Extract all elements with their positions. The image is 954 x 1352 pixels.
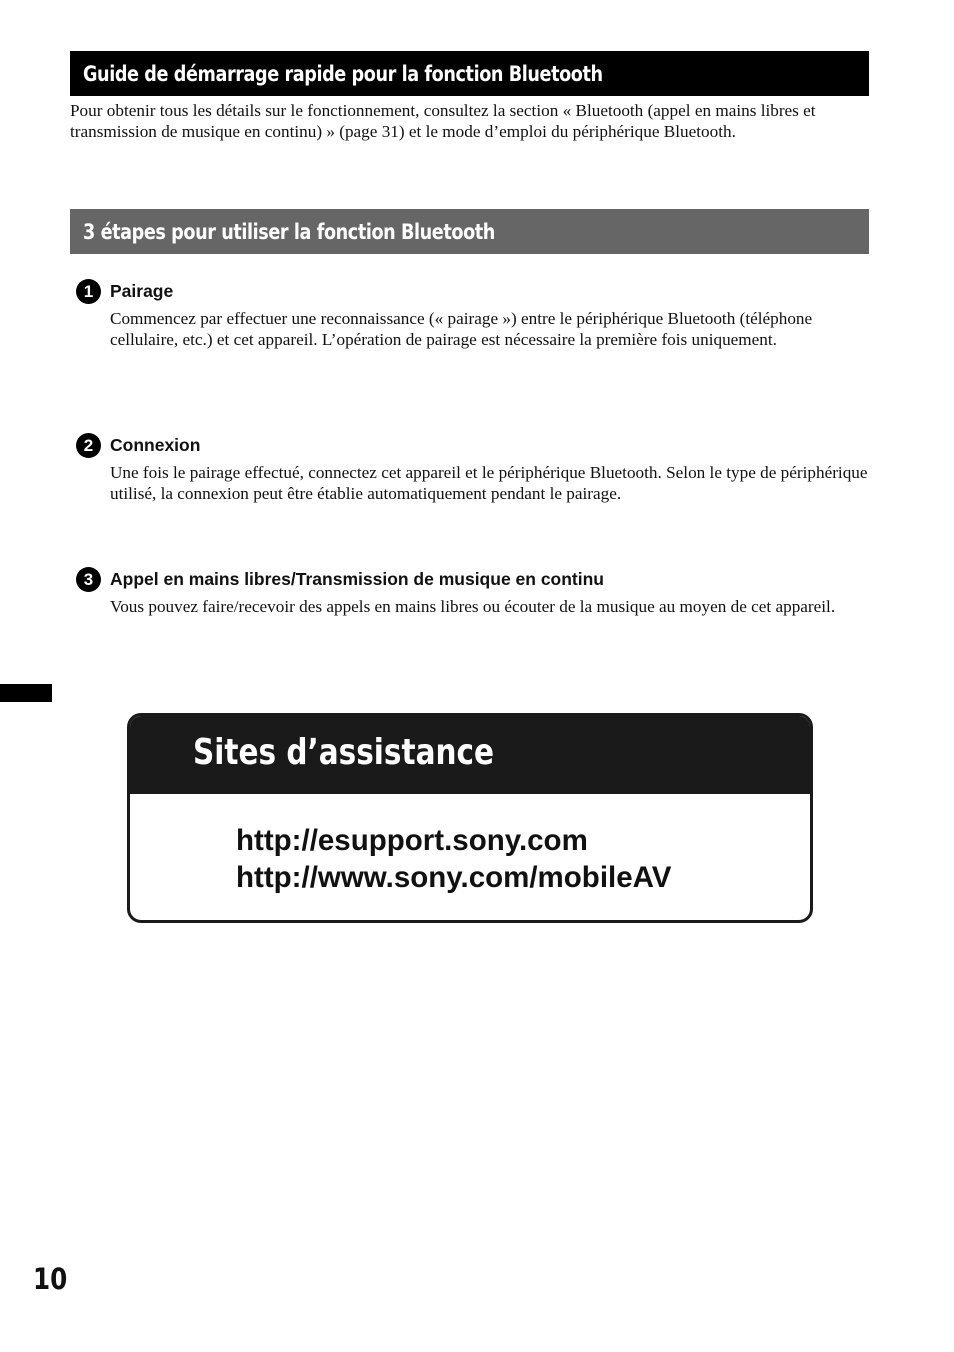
support-sites-box [127,713,813,923]
step-body: Une fois le pairage effectué, connectez cet appareil et le périphérique Bluetooth. Selon le type de périphérique utilisé, la connexion peut être établie automatiquement pendant le pairage. [110,463,868,503]
page-number: 10 [33,1262,68,1296]
step-title: Connexion [110,435,201,455]
support-sites-header [130,716,810,794]
section-guide-intro: Pour obtenir tous les détails sur le fonctionnement, consultez la section « Bluetooth (appel en mains libres et transmission de musique en continu) » (page 31) et le mode d’emploi du périphérique Bluetooth. [70,101,816,141]
section-guide-header [70,51,869,96]
step-title: Appel en mains libres/Transmission de musique en continu [110,569,604,589]
support-link-mobileav[interactable]: http://www.sony.com/mobileAV [236,861,672,894]
step-number-badge: 3 [76,567,101,592]
step-number-badge: 1 [76,279,101,304]
section-thumb-tab [0,684,52,702]
support-sites-title: Sites d’assistance [193,732,495,773]
support-link-esupport[interactable]: http://esupport.sony.com [236,824,588,857]
section-steps-title: 3 étapes pour utiliser la fonction Bluetooth [83,219,495,244]
step-body: Commencez par effectuer une reconnaissance (« pairage ») entre le périphérique Bluetooth (téléphone cellulaire, etc.) et cet appareil. L’opération de pairage est nécessaire la première fois uniquement. [110,309,813,349]
step-title: Pairage [110,281,174,301]
section-steps-header [70,209,869,254]
step-number-badge: 2 [76,433,101,458]
step-body: Vous pouvez faire/recevoir des appels en mains libres ou écouter de la musique au moyen de cet appareil. [110,597,836,616]
support-links [236,822,671,896]
section-guide-title: Guide de démarrage rapide pour la fonction Bluetooth [83,61,603,86]
